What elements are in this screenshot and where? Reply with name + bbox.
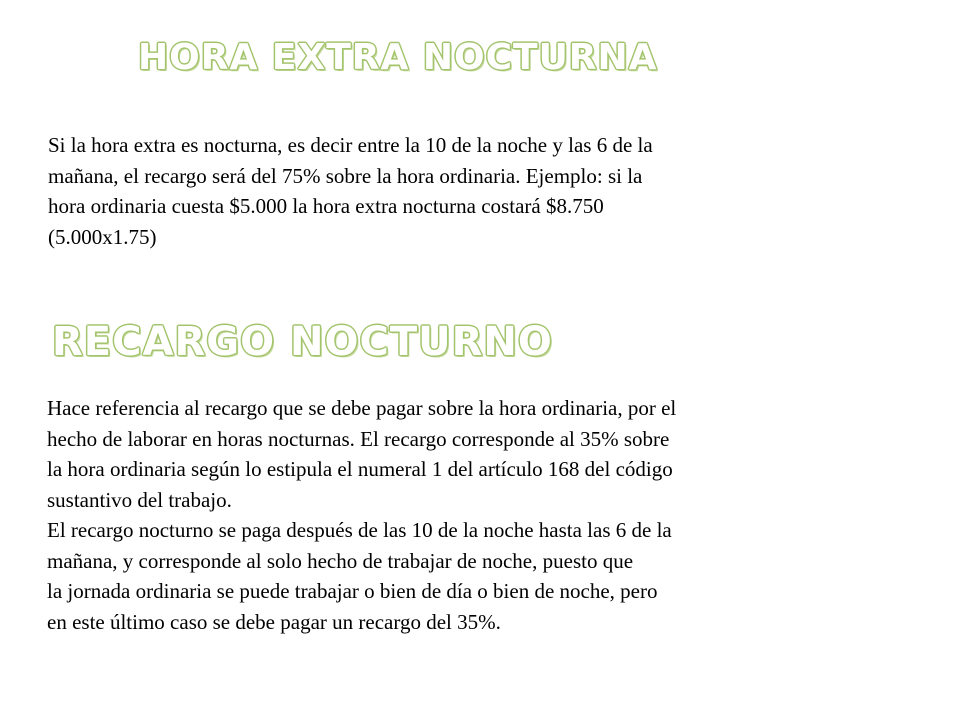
paragraph-line: hecho de laborar en horas nocturnas. El recargo corresponde al 35% sobre <box>47 426 670 451</box>
section-title-hora-extra-nocturna: HORA EXTRA NOCTURNA <box>138 37 658 78</box>
paragraph-line: la jornada ordinaria se puede trabajar o bien de día o bien de noche, pero <box>47 579 658 603</box>
paragraph-line: El recargo nocturno se paga después de las 10 de la noche hasta las 6 de la <box>47 518 672 542</box>
hora-extra-nocturna-paragraph <box>48 130 653 252</box>
paragraph-line: Hace referencia al recargo que se debe pagar sobre la hora ordinaria, por el <box>47 396 677 420</box>
paragraph-line: mañana, y corresponde al solo hecho de trabajar de noche, puesto que <box>47 548 634 573</box>
paragraph-line: en este último caso se debe pagar un recargo del 35%. <box>47 609 501 634</box>
section-title-recargo-nocturno: RECARGO NOCTURNO <box>52 319 553 365</box>
paragraph-line: hora ordinaria cuesta $5.000 la hora extra nocturna costará $8.750 <box>48 194 604 218</box>
paragraph-line: mañana, el recargo será del 75% sobre la hora ordinaria. Ejemplo: si la <box>48 163 643 188</box>
paragraph-line: sustantivo del trabajo. <box>47 487 232 512</box>
paragraph-line: la hora ordinaria según lo estipula el numeral 1 del artículo 168 del código <box>47 457 673 481</box>
paragraph-line: (5.000x1.75) <box>48 224 157 249</box>
recargo-nocturno-paragraph <box>47 393 676 637</box>
paragraph-line: Si la hora extra es nocturna, es decir entre la 10 de la noche y las 6 de la <box>48 133 653 157</box>
